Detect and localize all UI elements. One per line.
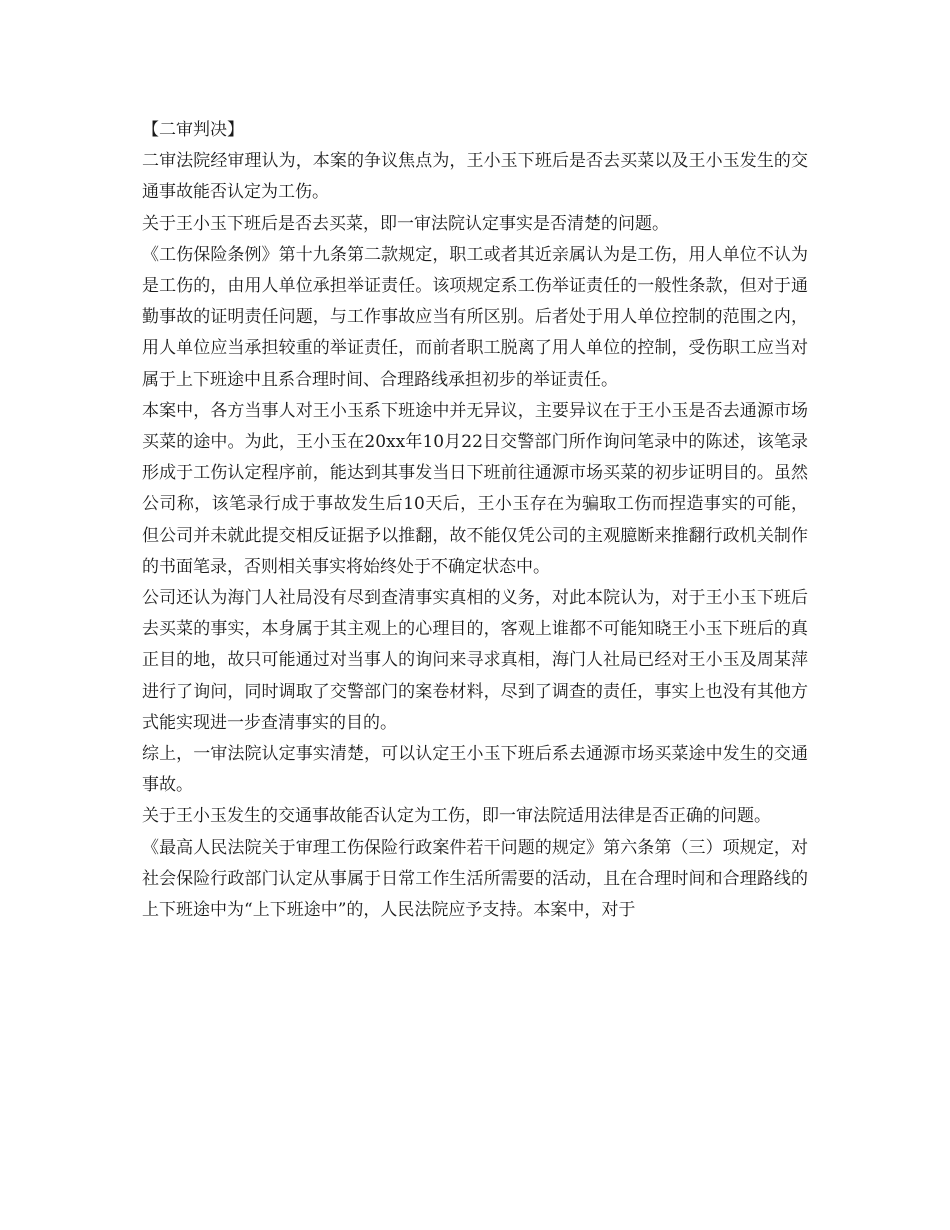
paragraph-3: 《工伤保险条例》第十九条第二款规定，职工或者其近亲属认为是工伤，用人单位不认为是工伤的，由用人单位承担举证责任。该项规定系工伤举证责任的一般性条款，但对于通勤事故的证明责任问题，与工作事故应当有所区别。后者处于用人单位控制的范围之内，用人单位应当承担较重的举证责任，而前者职工脱离了用人单位的控制，受伤职工应当对属于上下班途中且系合理时间、合理路线承担初步的举证责任。: [142, 244, 808, 390]
paragraph-2: 关于王小玉下班后是否去买菜，即一审法院认定事实是否清楚的问题。: [142, 213, 669, 234]
paragraph-4: 本案中，各方当事人对王小玉系下班途中并无异议，主要异议在于王小玉是否去通源市场买菜的途中。为此，王小玉在20xx年10月22日交警部门所作询问笔录中的陈述，该笔录形成于工伤认定程序前，能达到其事发当日下班前往通源市场买菜的初步证明目的。虽然公司称，该笔录行成于事故发生后10天后，王小玉存在为骗取工伤而捏造事实的可能，但公司并未就此提交相反证据予以推翻，故不能仅凭公司的主观臆断来推翻行政机关制作的书面笔录，否则相关事实将始终处于不确定状态中。: [142, 400, 808, 577]
paragraph-8: 《最高人民法院关于审理工伤保险行政案件若干问题的规定》第六条第（三）项规定，对社会保险行政部门认定从事属于日常工作生活所需要的活动，且在合理时间和合理路线的上下班途中为“上下班途中”的，人民法院应予支持。本案中，对于: [142, 837, 808, 921]
paragraph-7: 关于王小玉发生的交通事故能否认定为工伤，即一审法院适用法律是否正确的问题。: [142, 806, 771, 827]
paragraph-5: 公司还认为海门人社局没有尽到查清事实真相的义务，对此本院认为，对于王小玉下班后去买菜的事实，本身属于其主观上的心理目的，客观上谁都不可能知晓王小玉下班后的真正目的地，故只可能通过对当事人的询问来寻求真相，海门人社局已经对王小玉及周某萍进行了询问，同时调取了交警部门的案卷材料，尽到了调查的责任，事实上也没有其他方式能实现进一步查清事实的目的。: [142, 588, 808, 733]
document-page: [142, 115, 808, 926]
paragraph-1: 二审法院经审理认为，本案的争议焦点为，王小玉下班后是否去买菜以及王小玉发生的交通事故能否认定为工伤。: [142, 151, 808, 203]
paragraph-6: 综上，一审法院认定事实清楚，可以认定王小玉下班后系去通源市场买菜途中发生的交通事故。: [142, 744, 808, 796]
section-heading: 【二审判决】: [142, 120, 244, 140]
